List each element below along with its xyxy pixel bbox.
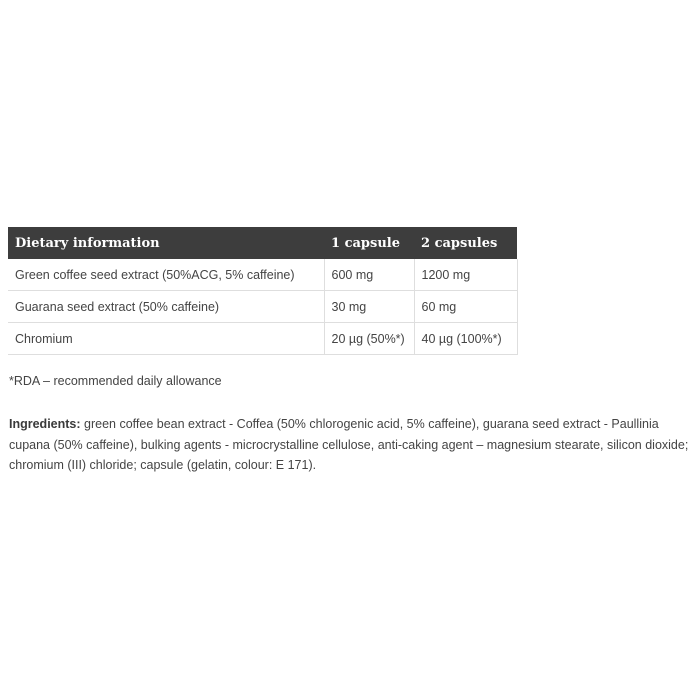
ingredients-label: Ingredients: (9, 417, 81, 431)
header-1-capsule: 1 capsule (324, 227, 414, 259)
amount-2-capsules: 60 mg (414, 291, 517, 323)
nutrient-name: Chromium (8, 323, 324, 355)
table-row (8, 291, 517, 323)
table-header-row (8, 227, 517, 259)
table-row (8, 323, 517, 355)
amount-1-capsule: 600 mg (324, 259, 414, 291)
amount-2-capsules: 1200 mg (414, 259, 517, 291)
nutrient-name: Guarana seed extract (50% caffeine) (8, 291, 324, 323)
ingredients-paragraph (9, 414, 692, 476)
dietary-information-table (8, 227, 518, 355)
ingredients-text: green coffee bean extract - Coffea (50% chlorogenic acid, 5% caffeine), guarana seed extract - Paullinia cupana (50% caffeine), bulking agents - microcrystalline cellulose, anti-caking agent – magnesium stearate, silicon dioxide; chromium (III) chloride; capsule (gelatin, colour: E 171). (9, 417, 689, 472)
amount-1-capsule: 30 mg (324, 291, 414, 323)
header-dietary-information: Dietary information (8, 227, 324, 259)
nutrient-name: Green coffee seed extract (50%ACG, 5% caffeine) (8, 259, 324, 291)
amount-1-capsule: 20 µg (50%*) (324, 323, 414, 355)
amount-2-capsules: 40 µg (100%*) (414, 323, 517, 355)
rda-footnote: *RDA – recommended daily allowance (9, 374, 222, 388)
table-row (8, 259, 517, 291)
header-2-capsules: 2 capsules (414, 227, 517, 259)
